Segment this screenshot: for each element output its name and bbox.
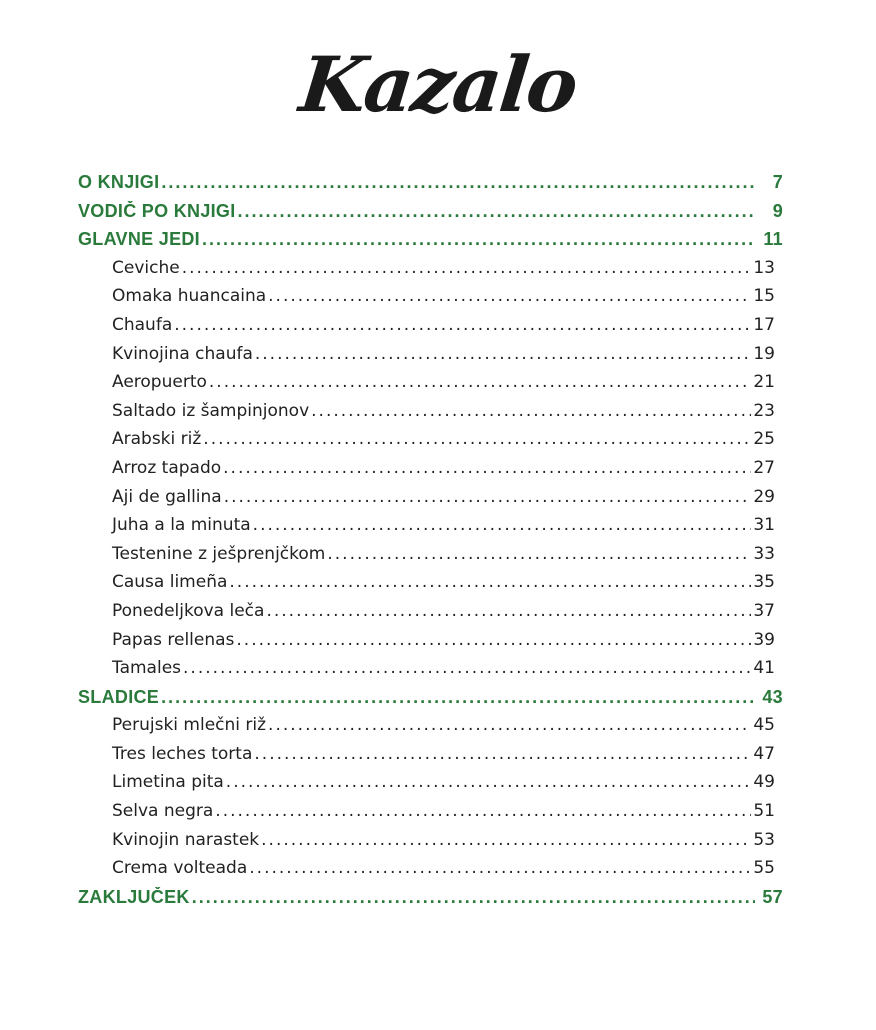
toc-page-number: 13 [753, 257, 775, 278]
dot-leader [161, 687, 755, 708]
dot-leader [268, 715, 751, 735]
dot-leader [266, 601, 751, 621]
dot-leader [161, 172, 755, 193]
toc-page-number: 29 [753, 486, 775, 507]
dot-leader [182, 258, 752, 278]
toc-entry [78, 315, 775, 344]
toc-entry [78, 458, 775, 487]
toc-entry-label: O KNJIGI [78, 172, 160, 192]
toc-entry-label: Limetina pita [112, 772, 224, 793]
toc-entry [78, 487, 775, 516]
toc-entry [78, 286, 775, 315]
dot-leader [327, 544, 751, 564]
toc-entry [78, 429, 775, 458]
dot-leader [174, 315, 751, 335]
toc-page-number: 27 [753, 457, 775, 478]
toc-section [78, 201, 783, 230]
dot-leader [249, 858, 751, 878]
toc-page-number: 11 [763, 229, 783, 250]
toc-entry-label: Kvinojina chaufa [112, 343, 253, 364]
toc-section [78, 687, 783, 716]
toc-entry-label: Crema volteada [112, 858, 248, 879]
dot-leader [224, 487, 752, 507]
dot-leader [183, 658, 751, 678]
toc-page-number: 41 [753, 658, 775, 679]
toc-entry-label: Ponedeljkova leča [112, 600, 265, 621]
toc-entry [78, 772, 775, 801]
toc-entry-label: Aeropuerto [112, 372, 207, 393]
toc-entry-label: Juha a la minuta [112, 515, 251, 536]
toc-page-number: 7 [772, 172, 783, 192]
toc-entry [78, 372, 775, 401]
toc-page-number: 35 [753, 572, 775, 593]
toc-entry [78, 744, 775, 773]
page-title: Kazalo [295, 40, 581, 129]
toc-page-number: 39 [753, 629, 775, 650]
toc-entry [78, 858, 775, 887]
toc-page-number: 31 [753, 515, 775, 536]
dot-leader [255, 344, 751, 364]
toc-section [78, 229, 783, 258]
toc-entry-label: GLAVNE JEDI [78, 229, 200, 250]
toc-page-number: 15 [753, 286, 775, 307]
toc-entry [78, 601, 775, 630]
toc-section [78, 172, 783, 201]
toc-page-number: 25 [753, 429, 775, 450]
dot-leader [203, 429, 751, 449]
toc-entry-label: Tamales [112, 658, 182, 679]
toc-page-number: 49 [753, 772, 775, 793]
toc-entry-label: Kvinojin narastek [112, 829, 260, 850]
toc-page-number: 9 [772, 200, 783, 221]
toc-entry-label: Arabski riž [112, 429, 202, 450]
toc-page-number: 55 [753, 858, 775, 879]
dot-leader [236, 630, 751, 650]
toc-entry-label: SLADICE [78, 686, 160, 707]
toc-page-number: 43 [762, 686, 783, 707]
toc-page-number: 45 [753, 715, 775, 736]
toc-entry [78, 344, 775, 373]
toc-page-number: 37 [753, 600, 775, 621]
toc-entry-label: Selva negra [112, 801, 214, 822]
dot-leader [202, 229, 755, 250]
toc-page-number: 33 [753, 543, 775, 564]
toc-page-number: 51 [753, 801, 775, 822]
toc-entry-label: Saltado iz šampinjonov [112, 400, 310, 421]
toc-entry-label: Arroz tapado [112, 457, 222, 478]
toc-entry [78, 544, 775, 573]
dot-leader [223, 458, 751, 478]
toc-page-number: 23 [753, 400, 775, 421]
toc-entry [78, 515, 775, 544]
toc-entry-label: Perujski mlečni riž [112, 715, 267, 736]
toc-entry [78, 572, 775, 601]
toc-entry [78, 401, 775, 430]
toc-entry-label: Papas rellenas [112, 629, 235, 650]
toc-entry-label: Ceviche [112, 257, 180, 278]
toc-page-number: 21 [753, 372, 775, 393]
dot-leader [268, 286, 751, 306]
toc-entry [78, 658, 775, 687]
dot-leader [311, 401, 751, 421]
dot-leader [254, 744, 751, 764]
dot-leader [209, 372, 751, 392]
table-of-contents [78, 172, 783, 915]
toc-entry-label: Tres leches torta [112, 743, 253, 764]
toc-entry-label: Chaufa [112, 314, 173, 335]
toc-entry [78, 630, 775, 659]
dot-leader [192, 887, 755, 908]
toc-page-number: 47 [753, 743, 775, 764]
toc-entry [78, 801, 775, 830]
toc-entry [78, 258, 775, 287]
toc-entry-label: Aji de gallina [112, 486, 222, 507]
dot-leader [261, 830, 751, 850]
toc-entry [78, 715, 775, 744]
dot-leader [226, 772, 752, 792]
toc-page-number: 53 [753, 829, 775, 850]
toc-entry-label: Omaka huancaina [112, 286, 267, 307]
dot-leader [215, 801, 751, 821]
toc-entry-label: Testenine z ješprenjčkom [112, 543, 326, 564]
toc-entry [78, 830, 775, 859]
toc-page-number: 57 [762, 886, 783, 907]
toc-page-number: 17 [753, 314, 775, 335]
dot-leader [229, 572, 751, 592]
toc-entry-label: ZAKLJUČEK [78, 886, 190, 907]
dot-leader [253, 515, 752, 535]
toc-section [78, 887, 783, 916]
toc-page-number: 19 [753, 343, 775, 364]
toc-entry-label: Causa limeña [112, 572, 228, 593]
toc-entry-label: VODIČ PO KNJIGI [78, 200, 236, 221]
dot-leader [238, 201, 755, 222]
